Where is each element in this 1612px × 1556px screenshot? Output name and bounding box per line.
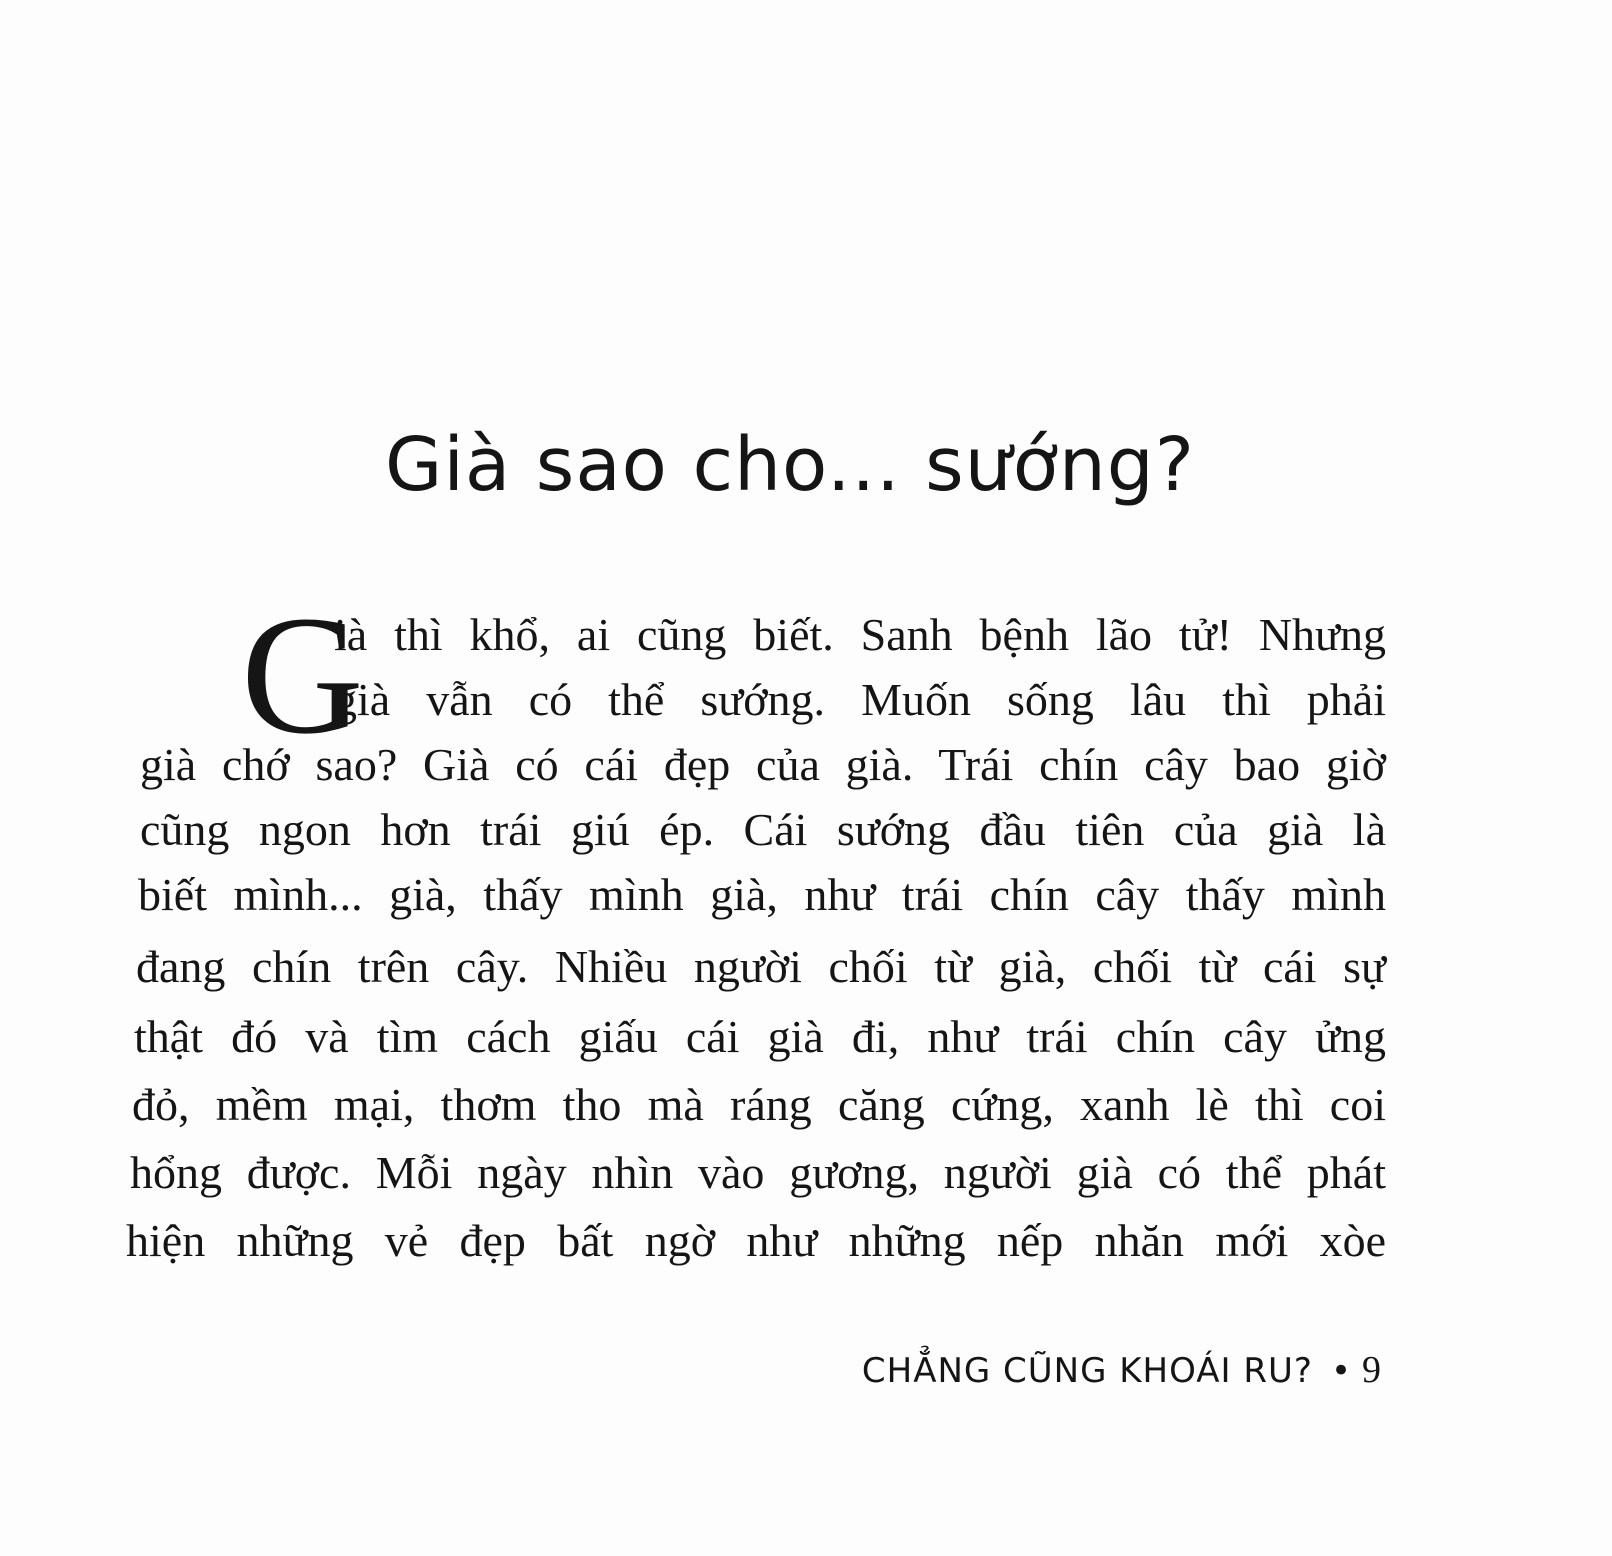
body-line: già vẫn có thể sướng. Muốn sống lâu thì phải — [334, 674, 1386, 725]
body-line: cũng ngon hơn trái giú ép. Cái sướng đầu tiên của già là — [140, 804, 1386, 855]
page-number: 9 — [1362, 1349, 1382, 1391]
body-line: biết mình... già, thấy mình già, như trái chín cây thấy mình — [138, 869, 1386, 920]
page-footer — [862, 1348, 1382, 1392]
body-line: đỏ, mềm mại, thơm tho mà ráng căng cứng, xanh lè thì coi — [132, 1079, 1386, 1130]
drop-cap: G — [241, 581, 364, 769]
footer-separator: • — [1330, 1351, 1352, 1391]
body-line: ià thì khổ, ai cũng biết. Sanh bệnh lão tử! Nhưng — [334, 609, 1386, 660]
running-title: CHẲNG CŨNG KHOÁI RU? — [861, 1351, 1313, 1391]
body-line: hổng được. Mỗi ngày nhìn vào gương, người già có thể phát — [130, 1147, 1386, 1198]
body-line: hiện những vẻ đẹp bất ngờ như những nếp nhăn mới xòe — [126, 1215, 1386, 1266]
chapter-title: Già sao cho... sướng? — [385, 421, 1195, 508]
body-line: thật đó và tìm cách giấu cái già đi, như trái chín cây ửng — [134, 1011, 1386, 1062]
body-line: đang chín trên cây. Nhiều người chối từ già, chối từ cái sự — [136, 941, 1386, 992]
body-line: già chớ sao? Già có cái đẹp của già. Trái chín cây bao giờ — [140, 739, 1386, 790]
